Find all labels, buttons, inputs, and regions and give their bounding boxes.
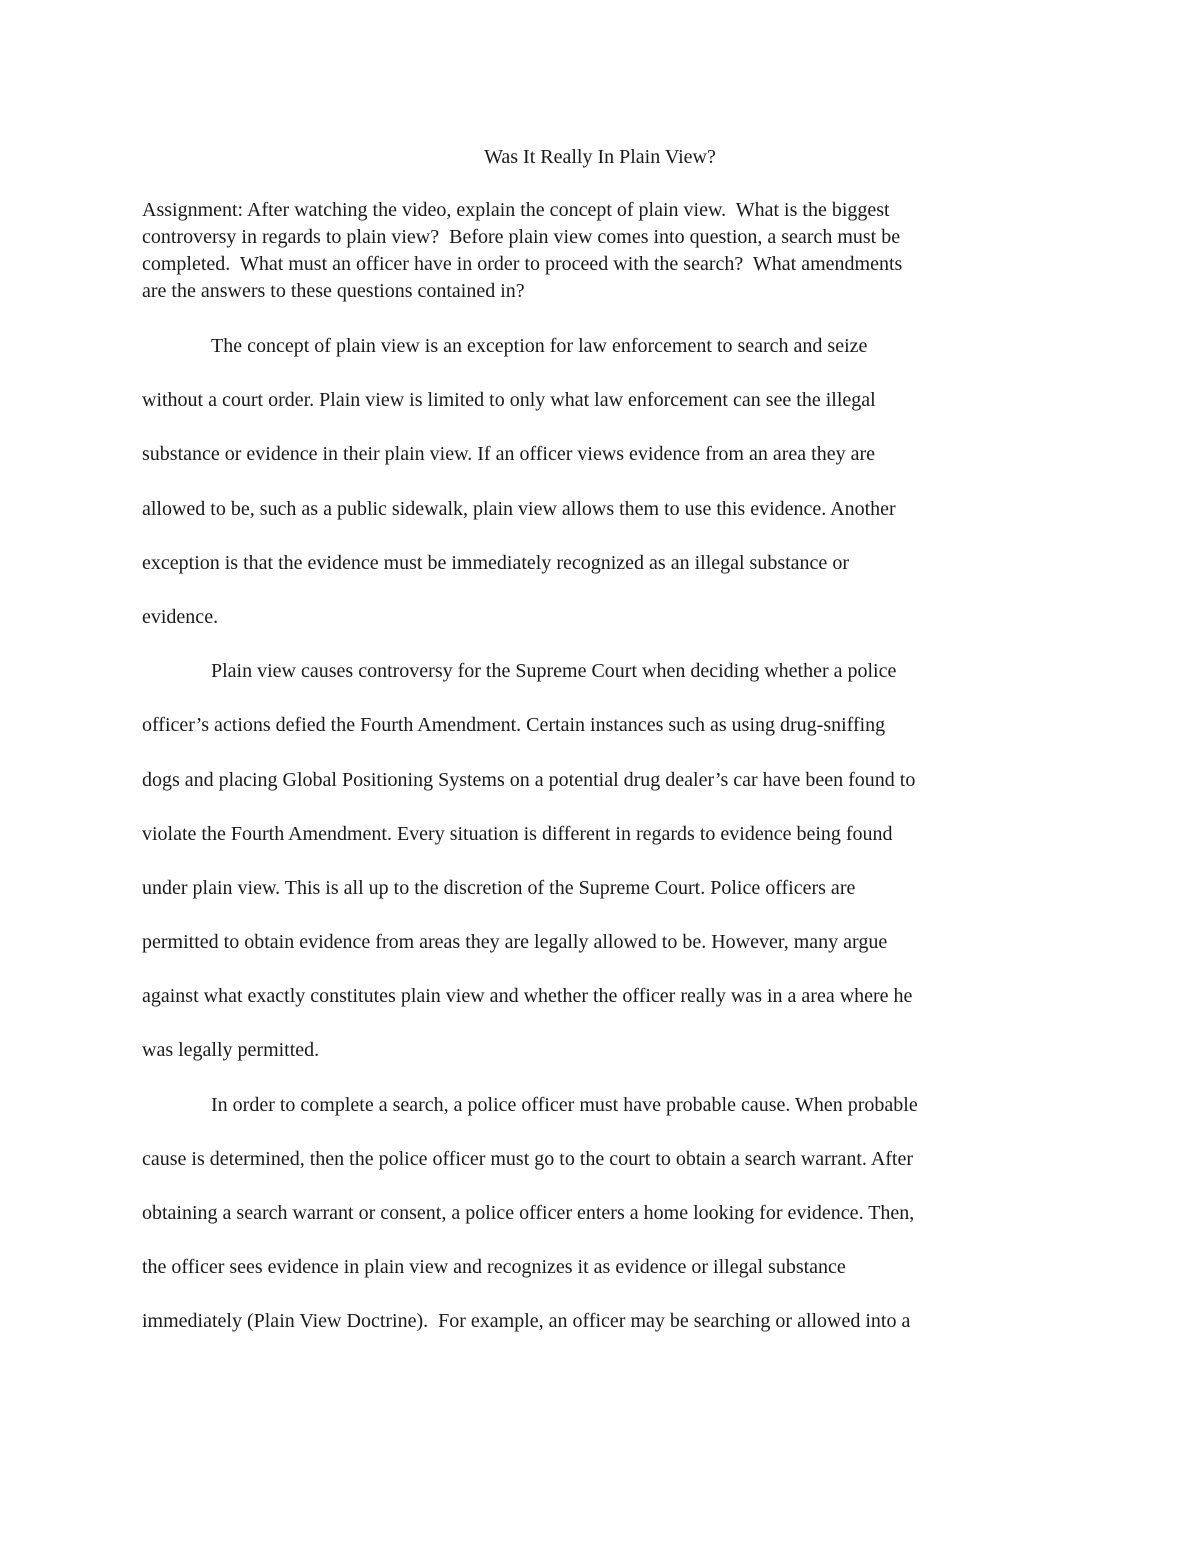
- paragraph-line: violate the Fourth Amendment. Every situation is different in regards to evidence being found: [142, 822, 893, 845]
- paragraph-line: the officer sees evidence in plain view and recognizes it as evidence or illegal substance: [142, 1256, 846, 1279]
- paragraph-line: evidence.: [142, 605, 219, 628]
- paragraph-line: against what exactly constitutes plain view and whether the officer really was in a area where he: [142, 985, 913, 1008]
- paragraph-line: allowed to be, such as a public sidewalk, plain view allows them to use this evidence. Another: [142, 497, 896, 520]
- assignment-line: are the answers to these questions contained in?: [142, 280, 525, 302]
- paragraph-search-requirements: [142, 1089, 1072, 1360]
- paragraph-line: was legally permitted.: [142, 1039, 320, 1062]
- paragraph-line: obtaining a search warrant or consent, a police officer enters a home looking for evidence. Then,: [142, 1202, 915, 1224]
- paragraph-line: officer’s actions defied the Fourth Amendment. Certain instances such as using drug-sniffing: [142, 714, 886, 737]
- paragraph-line: immediately (Plain View Doctrine). For example, an officer may be searching or allowed into a: [142, 1310, 911, 1333]
- assignment-line: controversy in regards to plain view? Before plain view comes into question, a search must be: [142, 226, 901, 248]
- paragraph-controversy: [142, 655, 1072, 1089]
- paragraph-line: permitted to obtain evidence from areas they are legally allowed to be. However, many argue: [142, 931, 888, 954]
- paragraph-line: The concept of plain view is an exception for law enforcement to search and seize: [211, 335, 868, 357]
- paragraph-line: exception is that the evidence must be immediately recognized as an illegal substance or: [142, 551, 849, 574]
- paragraph-line: substance or evidence in their plain view. If an officer views evidence from an area they are: [142, 443, 875, 466]
- assignment-prompt: [142, 197, 1072, 305]
- paragraph-line: Plain view causes controversy for the Supreme Court when deciding whether a police: [211, 660, 897, 683]
- essay-body: [142, 330, 1072, 1360]
- paragraph-line: dogs and placing Global Positioning Systems on a potential drug dealer’s car have been found to: [142, 768, 916, 791]
- paragraph-plain-view-concept: [142, 330, 1072, 655]
- assignment-line: completed. What must an officer have in order to proceed with the search? What amendments: [142, 253, 903, 275]
- paragraph-line: In order to complete a search, a police officer must have probable cause. When probable: [211, 1093, 918, 1116]
- paragraph-line: under plain view. This is all up to the discretion of the Supreme Court. Police officers are: [142, 876, 856, 899]
- paragraph-line: cause is determined, then the police officer must go to the court to obtain a search warrant. After: [142, 1147, 914, 1170]
- assignment-line: Assignment: After watching the video, explain the concept of plain view. What is the biggest: [142, 199, 890, 221]
- document-title: Was It Really In Plain View?: [484, 146, 716, 168]
- paragraph-line: without a court order. Plain view is limited to only what law enforcement can see the illegal: [142, 389, 876, 412]
